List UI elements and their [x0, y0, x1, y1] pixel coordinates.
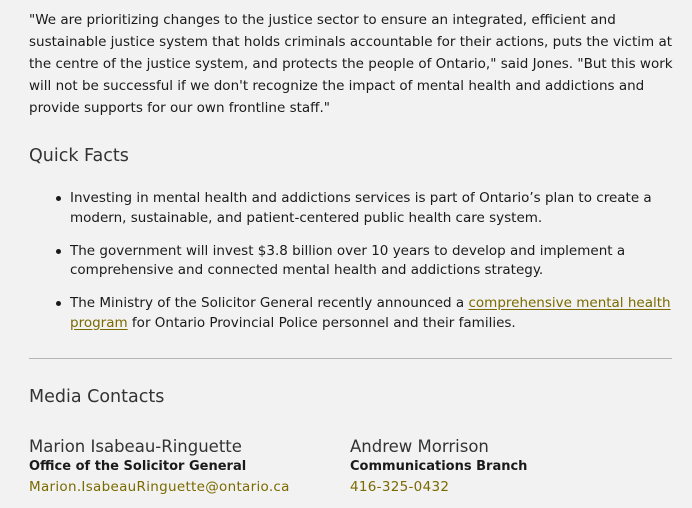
media-contact-2	[350, 436, 527, 498]
fact-text: The government will invest $3.8 billion over 10 years to develop and implement a comprehensive and connected mental health and addictions strategy.	[70, 242, 626, 278]
media-contacts-heading: Media Contacts	[29, 387, 165, 407]
fact-text-before: The Ministry of the Solicitor General recently announced a	[70, 295, 469, 311]
contact-organization: Office of the Solicitor General	[29, 459, 247, 474]
fact-text-after: for Ontario Provincial Police personnel and their families.	[127, 314, 516, 331]
contact-name: Marion Isabeau-Ringuette	[29, 437, 242, 456]
list-item	[70, 189, 680, 228]
media-contact-1	[29, 436, 290, 498]
fact-text: Investing in mental health and addictions services is part of Ontario’s plan to create a modern, sustainable, and patient-centered public health care system.	[70, 190, 652, 226]
mental-health-program-link[interactable]: comprehensive mental health program	[70, 295, 671, 331]
section-divider	[29, 358, 672, 359]
quick-facts-heading: Quick Facts	[29, 146, 129, 166]
contact-phone-link[interactable]: 416-325-0432	[350, 479, 450, 495]
minister-quote: "We are prioritizing changes to the justice sector to ensure an integrated, efficient and sustainable justice system that holds criminals accountable for their actions, puts the victim at the centre of the justice system, and protects the people of Ontario," said Jones. "But this work will not be successful if we don't recognize the impact of mental health and addictions and provide supports for our own frontline staff."	[29, 12, 673, 116]
contact-name: Andrew Morrison	[350, 437, 489, 456]
list-item	[70, 242, 680, 281]
list-item	[70, 294, 680, 333]
contact-email-link[interactable]: Marion.IsabeauRinguette@ontario.ca	[29, 479, 290, 495]
quick-facts-list	[29, 189, 680, 347]
contact-organization: Communications Branch	[350, 459, 528, 474]
